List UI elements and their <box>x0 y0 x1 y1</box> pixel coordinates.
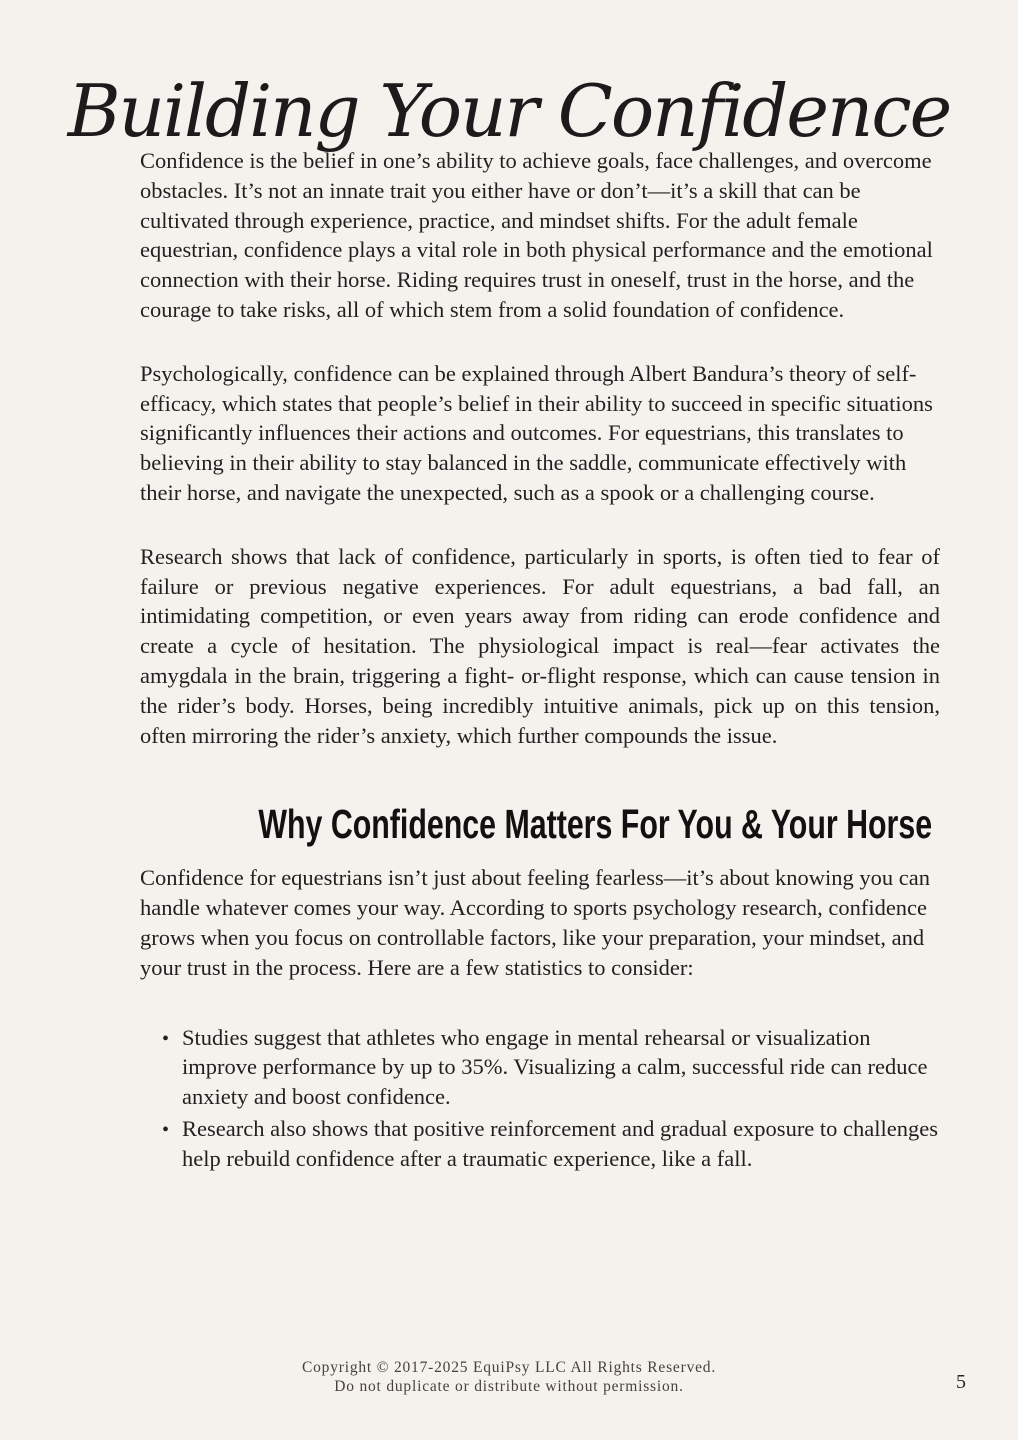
list-item <box>162 1114 940 1174</box>
intro-paragraph-2: Psychologically, confidence can be explained through Albert Bandura’s theory of self-efficacy, which states that people’s belief in their ability to succeed in specific situations significantly influences their actions and outcomes. For equestrians, this translates to believing in their ability to stay balanced in the saddle, communicate effectively with their horse, and navigate the unexpected, such as a spook or a challenging course. <box>140 360 933 505</box>
bullet-icon: • <box>162 1027 170 1050</box>
bullet-text: Research also shows that positive reinforcement and gradual exposure to challenges help rebuild confidence after a traumatic experience, like a fall. <box>182 1116 939 1171</box>
copyright-line: Copyright © 2017-2025 EquiPsy LLC All Rights Reserved. <box>301 1359 717 1376</box>
bullet-text: Studies suggest that athletes who engage in mental rehearsal or visualization improve performance by up to 35%. Visualizing a calm, successful ride can reduce anxiety and boost confidence. <box>182 1024 928 1110</box>
page-number: 5 <box>956 1371 966 1393</box>
chapter-title: Building Your Confidence <box>67 69 951 153</box>
intro-paragraph-1: Confidence is the belief in one’s ability to achieve goals, face challenges, and overcome obstacles. It’s not an innate trait you either have or don’t—it’s a skill that can be cultivated through experience, practice, and mindset shifts. For the adult female equestrian, confidence plays a vital role in both physical performance and the emotional connection with their horse. Riding requires trust in oneself, trust in the horse, and the courage to take risks, all of which stem from a solid foundation of confidence. <box>140 148 933 322</box>
section-heading-text: Why Confidence Matters For You & Your Horse <box>258 801 933 848</box>
bullet-list <box>140 1023 940 1174</box>
section-heading <box>140 802 940 847</box>
bullet-icon: • <box>162 1119 170 1142</box>
section-paragraph: Confidence for equestrians isn’t just about feeling fearless—it’s about knowing you can handle whatever comes your way. According to sports psychology research, confidence grows when you focus on controllable factors, like your preparation, your mindset, and your trust in the process. Here are a few statistics to consider: <box>140 865 931 980</box>
permission-line: Do not duplicate or distribute without permission. <box>334 1377 684 1395</box>
intro-paragraph-3: Research shows that lack of confidence, particularly in sports, is often tied to fear of failure or previous negative experiences. For adult equestrians, a bad fall, an intimidating competition, or even years away from riding can erode confidence and create a cycle of hesitation. The physiological impact is real—fear activates the amygdala in the brain, triggering a fight- or-flight response, which can cause tension in the rider’s body. Horses, being incredibly intuitive animals, pick up on this tension, often mirroring the rider’s anxiety, which further compounds the issue. <box>140 543 940 748</box>
list-item <box>162 1023 940 1112</box>
content-column <box>140 146 940 1174</box>
page-footer <box>0 1359 1018 1396</box>
